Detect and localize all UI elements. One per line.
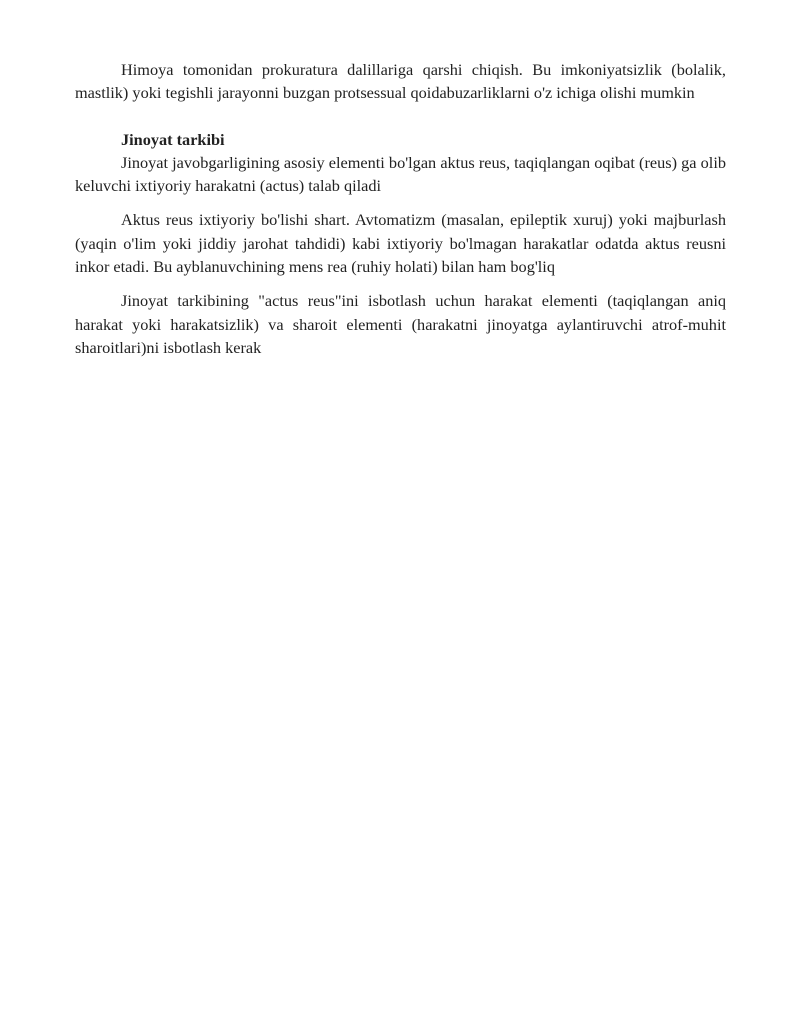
- section-heading: Jinoyat tarkibi: [121, 129, 225, 149]
- paragraph-spacer: [75, 105, 726, 128]
- paragraph-spacer: [75, 197, 726, 208]
- paragraph-proof-elements: Jinoyat tarkibining "actus reus"ini isbotlash uchun harakat elementi (taqiqlangan aniq harakat yoki harakatsizlik) va sharoit elementi (harakatni jinoyatga aylantiruvchi atrof-muhit sharoitlari)ni isbotlash kerak: [75, 291, 726, 357]
- paragraph-voluntariness: Aktus reus ixtiyoriy bo'lishi shart. Avtomatizm (masalan, epileptik xuruj) yoki majburlash (yaqin o'lim yoki jiddiy jarohat tahdidi) kabi ixtiyoriy bo'lmagan harakatlar odatda aktus reusni inkor etadi. Bu ayblanuvchining mens rea (ruhiy holati) bilan ham bog'liq: [75, 210, 726, 277]
- document-page: [75, 58, 726, 359]
- paragraph-actus-reus-definition: Jinoyat javobgarligining asosiy elementi bo'lgan aktus reus, taqiqlangan oqibat (reus) ga olib keluvchi ixtiyoriy harakatni (actus) talab qiladi: [75, 152, 726, 196]
- paragraph-defense-challenge: Himoya tomonidan prokuratura dalillariga qarshi chiqish. Bu imkoniyatsizlik (bolalik, mastlik) yoki tegishli jarayonni buzgan protsessual qoidabuzarliklarni o'z ichiga olishi mumkin: [75, 60, 726, 103]
- paragraph-spacer: [75, 278, 726, 289]
